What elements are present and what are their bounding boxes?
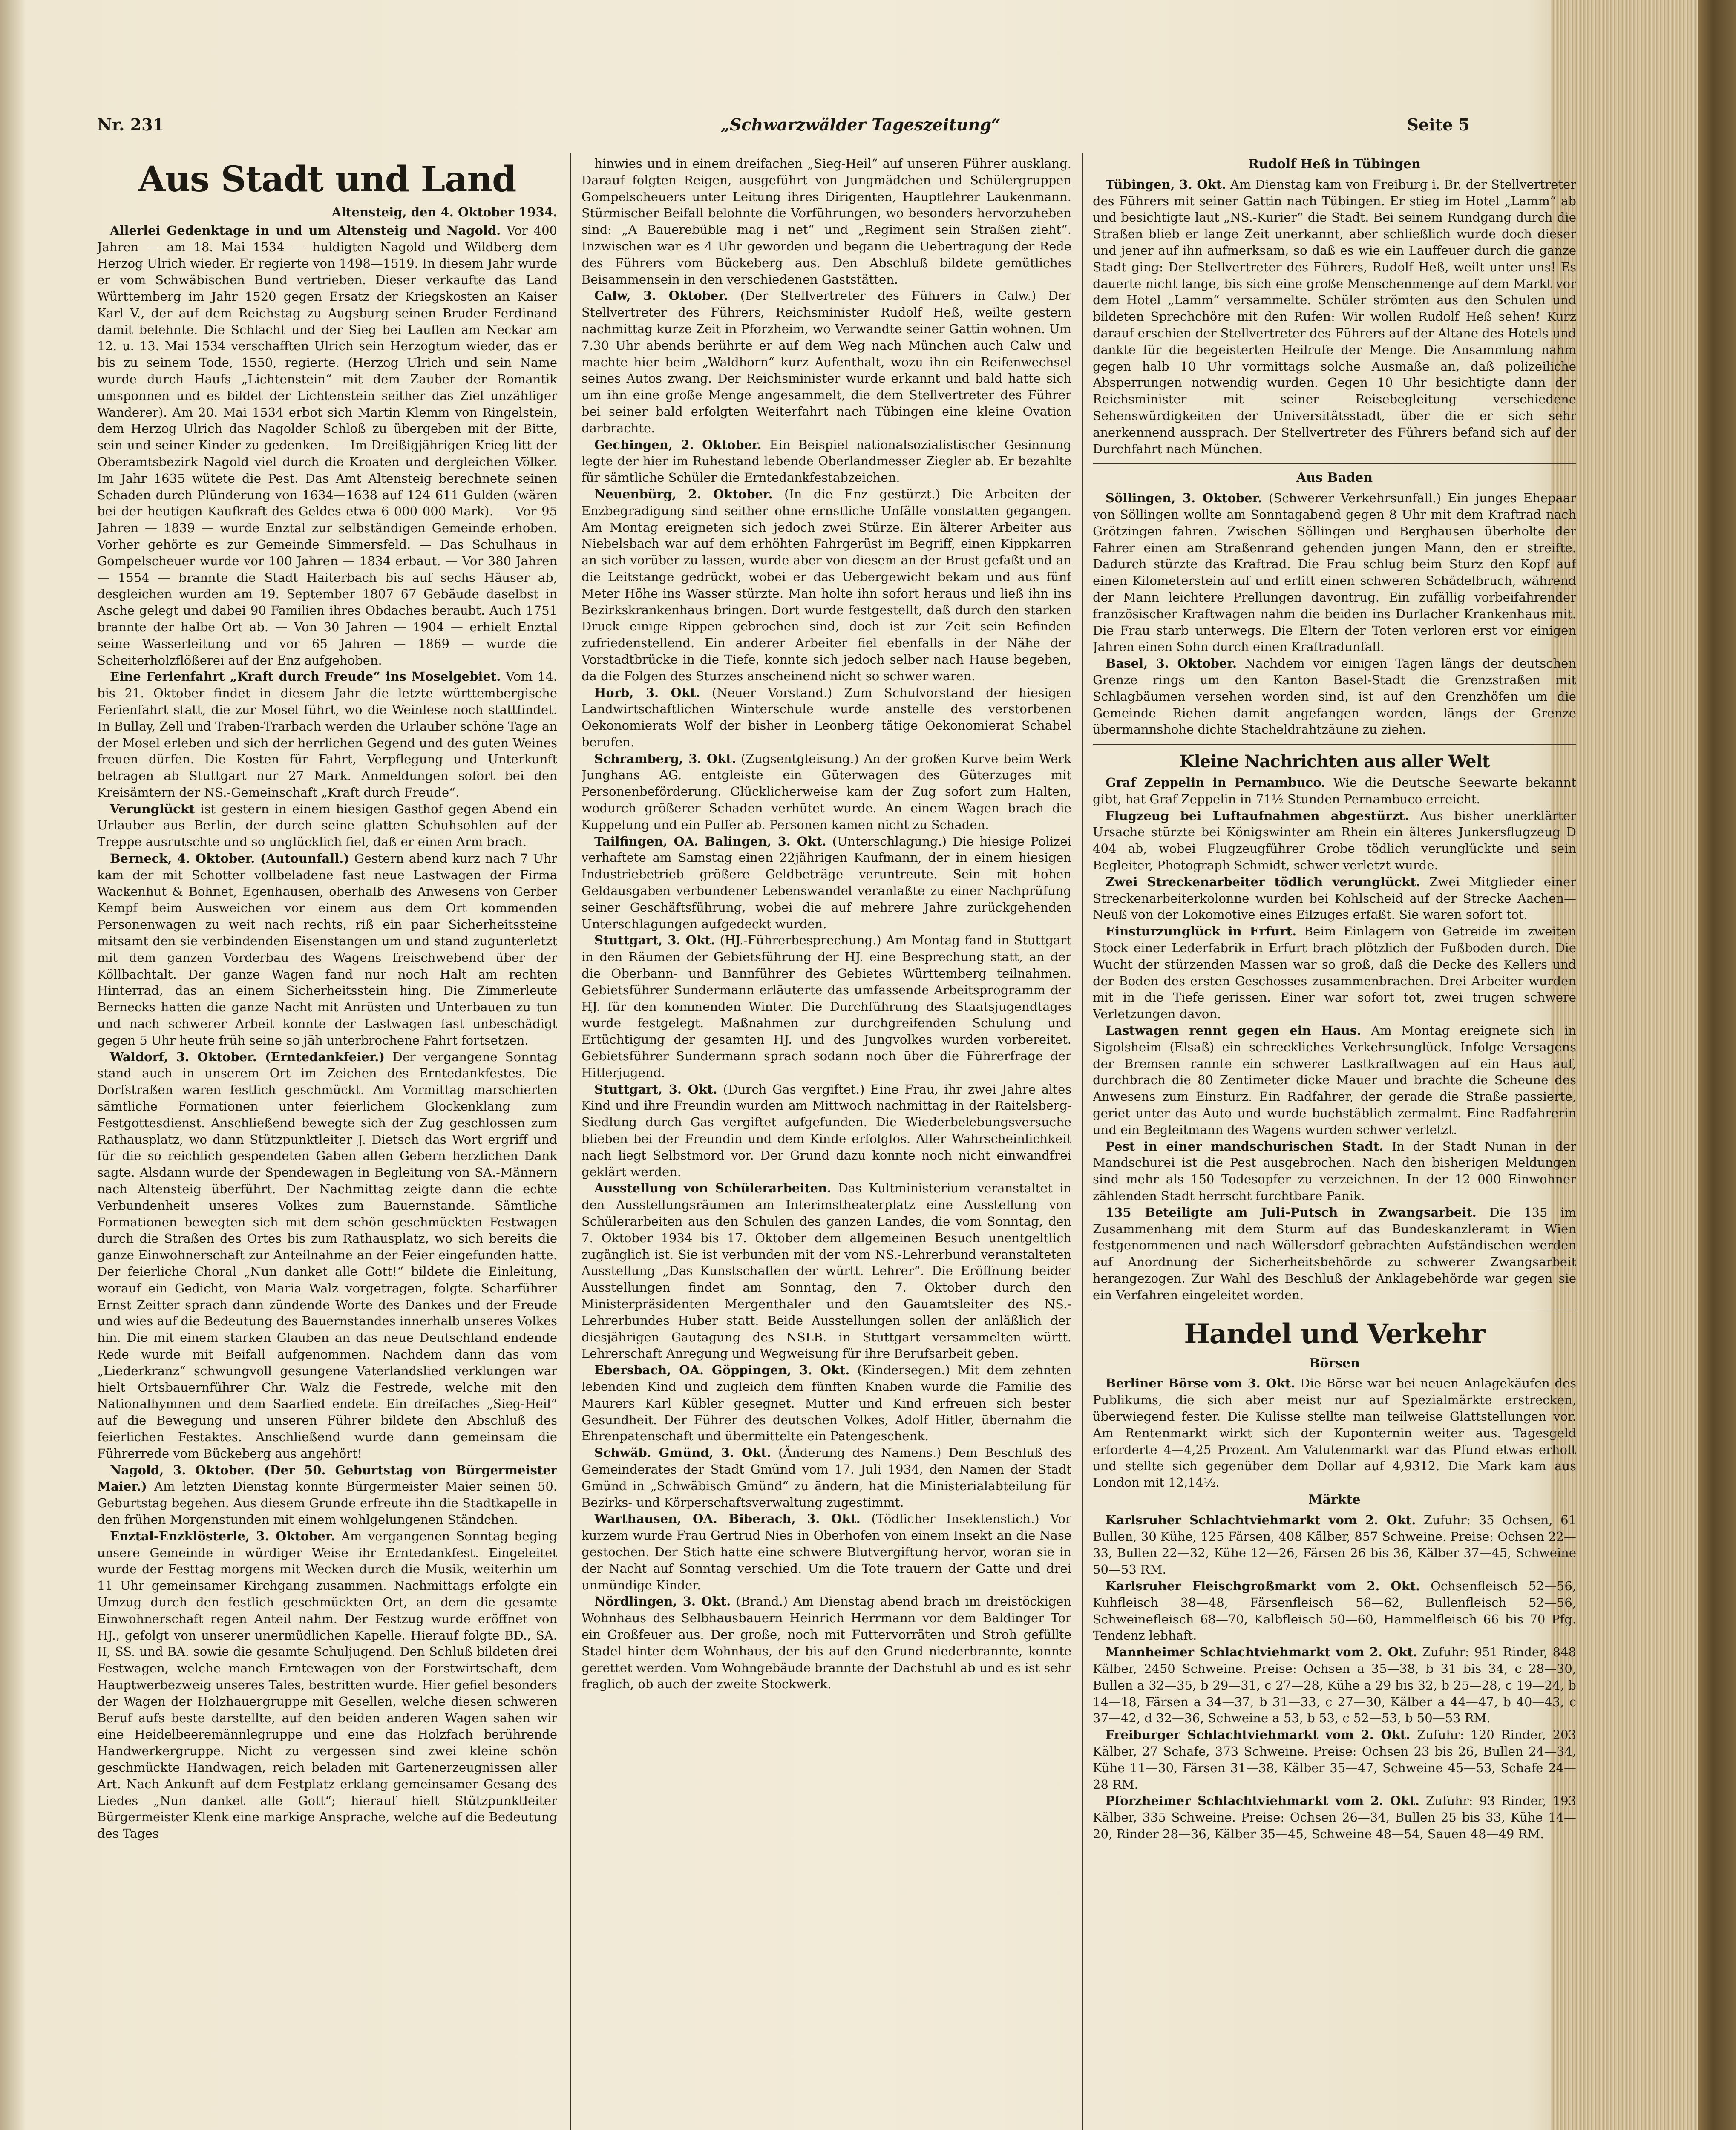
article-paragraph — [97, 1462, 557, 1528]
heading-handel-und-verkehr: Handel und Verkehr — [1184, 1318, 1485, 1350]
column-3-articles-1 — [1093, 176, 1576, 458]
article-paragraph — [1093, 808, 1576, 874]
column-2-articles — [582, 155, 1071, 1692]
column-3-articles-2 — [1093, 490, 1576, 738]
heading-kleine-nachrichten: Kleine Nachrichten aus aller Welt — [1179, 751, 1490, 772]
column-rule-1 — [570, 153, 571, 2130]
article-text: Nachdem vor einigen Tagen längs der deutschen Grenze rings um den Kanton Basel-Stadt die Grenzstraßen mit Schlagbäumen versehen worden sind, ist auf den Grenzhöfen um die Gemeinde Riehen damit angefangen worden, längs der Grenze übermannshohe dichte Stacheldrahtzäune zu ziehen. — [1093, 656, 1576, 737]
column-3-articles-3 — [1093, 774, 1576, 1304]
article-text: In der Stadt Nunan in der Mandschurei ist die Pest ausgebrochen. Nach den bisherigen Meldungen sind mehr als 150 Todesopfer zu verzeichnen. In der 12 000 Einwohner zählenden Stadt herrscht furchtbare Panik. — [1093, 1139, 1576, 1203]
article-text: Beim Einlagern von Getreide im zweiten Stock einer Lederfabrik in Erfurt brach plötzlich der Fußboden durch. Die Wucht der stürzenden Massen war so groß, daß die Decke des Kellers und der Boden des ersten Geschosses zusammenbrachen. Drei Arbeiter wurden mit in die Tiefe gerissen. Einer war sofort tot, zwei trugen schwere Verletzungen davon. — [1093, 924, 1576, 1022]
heading-rudolf-hess: Rudolf Heß in Tübingen — [1248, 157, 1421, 172]
article-title: Waldorf, 3. Oktober. (Erntedankfeier.) — [110, 1049, 385, 1064]
article-paragraph — [1093, 874, 1576, 923]
section-heading-aus-stadt-und-land: Aus Stadt und Land — [138, 159, 516, 200]
article-title: Freiburger Schlachtviehmarkt vom 2. Okt. — [1106, 1727, 1411, 1742]
column-3-articles-4 — [1093, 1375, 1576, 1491]
subheading-boersen: Börsen — [1309, 1356, 1360, 1371]
article-paragraph — [1093, 1022, 1576, 1138]
dateline: Altensteig, den 4. Oktober 1934. — [331, 205, 557, 219]
article-text: (Schwerer Verkehrsunfall.) Ein junges Ehepaar von Söllingen wollte am Sonntagabend gegen 8 Uhr mit dem Kraftrad nach Grötzingen fahren. Zwischen Söllingen und Berghausen überholte der Fahrer einen am Straßenrand gehenden jungen Mann, den er streifte. Dadurch stürzte das Kraftrad. Die Frau schlug beim Sturz den Kopf auf einen Kilometerstein auf und erlitt einen schweren Schädelbruch, während der Mann leichtere Prellungen davontrug. Ein zufällig vorbeifahrender französischer Kraftwagen nahm die beiden ins Durlacher Krankenhaus mit. Die Frau starb unterwegs. Die Eltern der Toten verloren erst vor einigen Jahren einen Sohn durch einen Kraftradunfall. — [1093, 491, 1576, 654]
article-text: (Brand.) Am Dienstag abend brach im dreistöckigen Wohnhaus des Selbhausbauern Heinrich Herrmann vor dem Baldinger Tor ein Großfeuer aus. Der große, noch mit Futtervorräten und Stroh gefüllte Stadel hinter dem Wohnhaus, der bis auf den Grund niederbrannte, konnte gerettet werden. Vom Wohngebäude brannte der Dachstuhl ab und es ist sehr fraglich, ob auch der zweite Stockwerk. — [582, 1594, 1071, 1692]
article-paragraph — [97, 801, 557, 850]
article-text: (Unterschlagung.) Die hiesige Polizei verhaftete am Samstag einen 22jährigen Kaufmann, der in einem hiesigen Industriebetrieb größere Geldbeträge veruntreute. Sein mit hohen Geldausgaben verbundener Lebenswandel veranlaßte zu einer Nachprüfung seiner Geschäftsführung, wobei die auf mehrere Jahre zurückgehenden Unterschlagungen aufgedeckt wurden. — [582, 834, 1071, 931]
article-title: Karlsruher Schlachtviehmarkt vom 2. Okt. — [1106, 1512, 1416, 1527]
article-text: (Tödlicher Insektenstich.) Vor kurzem wurde Frau Gertrud Nies in Oberhofen von einem Insekt an die Nase gestochen. Der Stich hatte eine schwere Blutvergiftung hervor, woran sie in der Nacht auf Sonntag verschied. Um die Tote trauern der Gatte und drei unmündige Kinder. — [582, 1511, 1071, 1592]
article-title: Lastwagen rennt gegen ein Haus. — [1106, 1023, 1362, 1038]
article-title: Schwäb. Gmünd, 3. Okt. — [594, 1445, 771, 1460]
newspaper-page — [81, 115, 1576, 2130]
article-text: Vor 400 Jahren — am 18. Mai 1534 — huldigten Nagold und Wildberg dem Herzog Ulrich wieder. Er regierte von 1498—1519. In diesem Jahr wurde er vom Schwäbischen Bund vertrieben. Dieser verkaufte das Land Württemberg im Jahr 1520 gegen Ersatz der Kriegskosten an Kaiser Karl V., der auf dem Reichstag zu Augsburg seinen Bruder Ferdinand damit belehnte. Die Schlacht und der Sieg bei Lauffen am Neckar am 12. u. 13. Mai 1534 verschafften Ulrich sein Herzogtum wieder, das er bis zu seinem Tode, 1550, regierte. (Herzog Ulrich und sein Name wurde durch Haufs „Lichtenstein“ mit dem Zauber der Romantik umsponnen und es bildet der Lichtenstein seither das Ziel unzähliger Wanderer). Am 20. Mai 1534 erbot sich Martin Klemm von Ringelstein, dem Herzog Ulrich das Nagolder Schloß zu übergeben mit der Bitte, sein und seiner Kinder zu gedenken. — Im Dreißigjährigen Krieg litt der Oberamtsbezirk Nagold viel durch die Kroaten und dergleichen Völker. Im Jahr 1635 wütete die Pest. Das Amt Altensteig berechnete seinen Schaden durch Plünderung von 1634—1638 auf 124 611 Gulden (wären bei der heutigen Kaufkraft des Geldes etwa 6 000 000 Mark). — Vor 95 Jahren — 1839 — wurde Enztal zur selbständigen Gemeinde erhoben. Vorher gehörte es zur Gemeinde Simmersfeld. — Das Schulhaus in Gompelscheuer wurde vor 100 Jahren — 1834 erbaut. — Vor 380 Jahren — 1554 — brannte die Stadt Haiterbach bis auf sechs Häuser ab, desgleichen wurden am 19. September 1807 67 Gebäude daselbst in Asche gelegt und dabei 90 Familien ihres Obdaches beraubt. Auch 1751 brannte der halbe Ort ab. — Von 30 Jahren — 1904 — erhielt Enztal seine Wasserleitung und vor 65 Jahren — 1869 — wurde die Scheiterholzflößerei auf der Enz aufgehoben. — [97, 223, 557, 668]
article-title: Berliner Börse vom 3. Okt. — [1106, 1376, 1296, 1391]
article-text: Am vergangenen Sonntag beging unsere Gemeinde in würdiger Weise ihr Erntedankfest. Eingeleitet wurde der Festtag morgens mit Wecken durch die Musik, weiterhin um 11 Uhr gemeinsamer Kirchgang zusammen. Nachmittags erfolgte ein Umzug durch den festlich geschmückten Ort, an dem die gesamte Einwohnerschaft regen Anteil nahm. Der Festzug wurde eröffnet von HJ., gefolgt von unserer unermüdlichen Kapelle. Hierauf folgte BD., SA. II, SS. und BA. sowie die gesamte Schuljugend. Den Schluß bildeten drei Festwagen, welche manch Erntewagen von der Forstwirtschaft, dem Hauptwerbezweig unseres Tales, bestritten wurde. Hier gefiel besonders der Wagen der Holzhauergruppe mit Gesellen, welche diesen schweren Beruf aufs beste darstellte, auf den beiden anderen Wagen sahen wir eine Heidelbeeremännlegruppe und eine das Holzfach berührende Handwerkergruppe. Nicht zu vergessen sind zwei kleine schön geschmückte Handwagen, reich beladen mit Gartenerzeugnissen aller Art. Nach Ankunft auf dem Festplatz erklang gemeinsamer Gesang des Liedes „Nun danket alle Gott“; hierauf hielt Stützpunktleiter Bürgermeister Klenk eine markige Ansprache, welche auf die Bedeutung des Tages — [97, 1528, 557, 1841]
article-title: Zwei Streckenarbeiter tödlich verunglückt. — [1106, 874, 1420, 889]
article-text: (Änderung des Namens.) Dem Beschluß des Gemeinderates der Stadt Gmünd vom 17. Juli 1934, den Namen der Stadt Gmünd in „Schwäbisch Gmünd“ zu ändern, hat die Ministerialabteilung für Bezirks- und Körperschaftsverwaltung zugestimmt. — [582, 1445, 1071, 1510]
article-paragraph — [582, 1362, 1071, 1445]
article-text: Die Börse war bei neuen Anlagekäufen des Publikums, die sich aber meist nur auf Spezialmärkte erstrecken, überwiegend fester. Die Kulisse stellte man teilweise Glattstellungen vor. Am Rentenmarkt wirkt sich der Kuponternin weiter aus. Tagesgeld erforderte 4—4,25 Prozent. Am Valutenmarkt war das Pfund etwas erholt und stellte sich gegenüber dem Dollar auf 4,9312. Die Mark kam aus London mit 12,14½. — [1093, 1376, 1576, 1490]
article-paragraph — [1093, 1727, 1576, 1793]
article-text: Zufuhr: 35 Ochsen, 61 Bullen, 30 Kühe, 125 Färsen, 408 Kälber, 857 Schweine. Preise: Ochsen 22—33, Bullen 22—32, Kühe 12—26, Färsen 26 bis 36, Kälber 37—45, Schweine 50—53 RM. — [1093, 1512, 1576, 1577]
article-title: Mannheimer Schlachtviehmarkt vom 2. Okt. — [1106, 1645, 1417, 1660]
article-title: Verunglückt — [110, 801, 195, 816]
article-paragraph — [1093, 1578, 1576, 1644]
article-paragraph — [97, 1528, 557, 1842]
article-text: Die 135 im Zusammenhang mit dem Sturm auf das Bundeskanzleramt in Wien festgenommenen und nach Wöllersdorf gebrachten Aufständischen werden auf Anordnung der Sicherheitsbehörde zu schwerer Zwangsarbeit herangezogen. Zur Wahl des Beschluß der Anklagebehörde war gegen sie ein Verfahren eingeleitet worden. — [1093, 1205, 1576, 1302]
article-title: Enztal-Enzklösterle, 3. Oktober. — [110, 1528, 335, 1543]
article-paragraph — [1093, 176, 1576, 458]
article-paragraph — [582, 1593, 1071, 1692]
article-paragraph — [1093, 1793, 1576, 1842]
article-title: 135 Beteiligte am Juli-Putsch in Zwangsarbeit. — [1106, 1205, 1477, 1220]
article-paragraph — [97, 668, 557, 800]
article-paragraph — [1093, 1644, 1576, 1727]
article-paragraph — [582, 1081, 1071, 1180]
article-paragraph — [97, 222, 557, 669]
article-title: Basel, 3. Oktober. — [1106, 656, 1237, 671]
column-3-articles-5 — [1093, 1512, 1576, 1842]
article-title: Söllingen, 3. Oktober. — [1106, 491, 1262, 506]
article-title: Ebersbach, OA. Göppingen, 3. Okt. — [594, 1363, 850, 1378]
article-text: (Neuer Vorstand.) Zum Schulvorstand der hiesigen Landwirtschaftlichen Winterschule wurde anstelle des verstorbenen Oekonomierats Wolf der bisher in Leonberg tätige Oekonomierat Schabel berufen. — [582, 685, 1071, 749]
article-paragraph — [1093, 1138, 1576, 1204]
column-2 — [582, 155, 1071, 2130]
article-paragraph — [1093, 774, 1576, 808]
article-paragraph — [582, 1445, 1071, 1511]
article-text: Zufuhr: 120 Rinder, 203 Kälber, 27 Schafe, 373 Schweine. Preise: Ochsen 23 bis 26, Bullen 24—34, Kühe 11—30, Färsen 31—38, Kälber 35—47, Schweine 45—53, Schafe 24—28 RM. — [1093, 1727, 1576, 1792]
article-title: Stuttgart, 3. Okt. — [594, 933, 715, 948]
article-title: Einsturzunglück in Erfurt. — [1106, 924, 1297, 939]
column-1 — [97, 155, 557, 2130]
article-text: Am letzten Dienstag konnte Bürgermeister Maier seinen 50. Geburtstag begehen. Aus diesem Grunde erfreute ihn die Stadtkapelle in den frühen Morgenstunden mit einem wohlgelungenen Ständchen. — [97, 1479, 557, 1527]
column-rule-2 — [1082, 153, 1083, 2130]
newspaper-title: „Schwarzwälder Tageszeitung“ — [720, 115, 1001, 134]
article-paragraph — [1093, 1512, 1576, 1578]
article-paragraph — [582, 833, 1071, 933]
article-paragraph — [1093, 1375, 1576, 1491]
article-text: Zufuhr: 951 Rinder, 848 Kälber, 2450 Schweine. Preise: Ochsen a 35—38, b 31 bis 34, c 28—30, Bullen a 32—35, b 29—31, c 27—28, Kühe a 29 bis 32, b 25—28, c 19—24, b 14—18, Färsen a 34—37, b 31—33, c 27—30, Kälber a 44—47, b 40—43, c 37—42, d 32—36, Schweine a 53, b 53, c 52—53, b 50—53 RM. — [1093, 1645, 1576, 1726]
article-title: Schramberg, 3. Okt. — [594, 751, 736, 766]
article-text: hinwies und in einem dreifachen „Sieg-Heil“ auf unseren Führer ausklang. Darauf folgten Reigen, ausgeführt von Jungmädchen und Schülergruppen Gompelscheuers unter Leitung ihres Dirigenten, Hauptlehrer Laukenmann. Stürmischer Beifall belohnte die Vorführungen, wo besonders hervorzuheben sind: „A Bauerebüble mag i net“ und „Regiment sein Straßen zieht“. Inzwischen war es 4 Uhr geworden und begann die Uebertragung der Rede des Führers vom Bückeberg aus. Den Abschluß bildete gemütliches Beisammensein in den verschiedenen Gaststätten. — [582, 156, 1071, 287]
article-paragraph — [582, 486, 1071, 685]
article-text: Am Dienstag kam von Freiburg i. Br. der Stellvertreter des Führers mit seiner Gattin nach Tübingen. Er stieg im Hotel „Lamm“ ab und besichtigte laut „NS.-Kurier“ die Stadt. Bei seinem Rundgang durch die Straßen blieb er lange Zeit unerkannt, aber schließlich wurde doch dieser und jener auf ihn aufmerksam, so daß es wie ein Lauffeuer durch die ganze Stadt ging: Der Stellvertreter des Führers, Rudolf Heß, weilt unter uns! Es dauerte nicht lange, bis sich eine große Menschenmenge auf dem Markt vor dem Hotel „Lamm“ versammelte. Schüler strömten aus den Schulen und bildeten Sprechchöre mit den Rufen: Wir wollen Rudolf Heß sehen! Kurz darauf erschien der Stellvertreter des Führers auf der Altane des Hotels und dankte für die begeisterten Heilrufe der Menge. Die Ansammlung nahm gegen halb 10 Uhr vormittags solche Ausmaße an, daß polizeiliche Absperrungen notwendig wurden. Gegen 10 Uhr besichtigte dann der Reichsminister mit seiner Reisebegleitung verschiedene Sehenswürdigkeiten der Universitätsstadt, über die er sich sehr anerkennend aussprach. Der Stellvertreter des Führers befand sich auf der Durchfahrt nach München. — [1093, 177, 1576, 456]
article-title: Tübingen, 3. Okt. — [1106, 177, 1226, 192]
article-title: Nagold, 3. Oktober. (Der 50. Geburtstag von Bürgermeister Maier.) — [97, 1462, 557, 1494]
article-text: Gestern abend kurz nach 7 Uhr kam der mit Schotter vollbeladene fast neue Lastwagen der Firma Wackenhut & Bohnet, Egenhausen, oberhalb des Anwesens von Gerber Kempf beim Ausweichen vor einem aus dem Ort kommenden Personenwagen zu weit nach rechts, riß ein paar Sicherheitssteine mitsamt den sie verbindenden Eisenstangen um und stand zugunterletzt mit dem ganzen Vorderbau des Wagens freischwebend über der Köllbachtalt. Der ganze Wagen fand nur noch Halt am rechten Hinterrad, das an einem Sicherheitsstein hing. Die Zimmerleute Bernecks hatten die ganze Nacht mit Anrüsten und Unterbauen zu tun und nach schwerer Arbeit konnte der Lastwagen fast unbeschädigt gegen 5 Uhr heute früh seine so jäh unterbrochene Fahrt fortsetzen. — [97, 851, 557, 1048]
article-paragraph — [582, 751, 1071, 833]
article-paragraph — [1093, 923, 1576, 1022]
article-title: Graf Zeppelin in Pernambuco. — [1106, 775, 1326, 790]
article-title: Allerlei Gedenktage in und um Altensteig und Nagold. — [110, 223, 501, 238]
article-paragraph — [582, 288, 1071, 436]
book-cover-edge — [1698, 0, 1736, 2130]
article-title: Warthausen, OA. Biberach, 3. Okt. — [594, 1511, 861, 1526]
article-text: Wie die Deutsche Seewarte bekannt gibt, hat Graf Zeppelin in 71½ Stunden Pernambuco erreicht. — [1093, 775, 1576, 806]
article-title: Pest in einer mandschurischen Stadt. — [1106, 1139, 1384, 1154]
article-title: Karlsruher Fleischgroßmarkt vom 2. Okt. — [1106, 1578, 1420, 1593]
divider-1 — [1093, 463, 1576, 464]
article-text: (Zugsentgleisung.) An der großen Kurve beim Werk Junghans AG. entgleiste ein Güterwagen des Güterzuges mit Personenbeförderung. Glücklicherweise kam der Zug sofort zum Halten, wodurch größerer Schaden verhütet wurde. An einem Wagen brach die Kuppelung und ein Puffer ab. Personen kamen nicht zu Schaden. — [582, 751, 1071, 832]
subheading-maerkte: Märkte — [1308, 1492, 1361, 1507]
article-title: Flugzeug bei Luftaufnahmen abgestürzt. — [1106, 808, 1409, 823]
article-title: Horb, 3. Okt. — [594, 685, 700, 700]
article-paragraph — [582, 1180, 1071, 1362]
article-text: Der vergangene Sonntag stand auch in unserem Ort im Zeichen des Erntedankfestes. Die Dorfstraßen waren festlich geschmückt. Am Vormittag marschierten sämtliche Formationen unter feierlichem Glockenklang zum Festgottesdienst. Anschließend bewegte sich der Zug geschlossen zum Rathausplatz, wo dann Stützpunktleiter J. Dietsch das Wort ergriff und für die so reichlich gespendeten Gaben allen Gebern herzlichen Dank sagte. Alsdann wurde der Spendewagen in Begleitung von SA.-Männern nach Altensteig überführt. Der Nachmittag zeigte dann die echte Verbundenheit unseres Volkes zum Bauernstande. Sämtliche Formationen bewegten sich mit dem schön geschmückten Festwagen durch die Straßen des Ortes bis zum Rathausplatz, wo sich bereits die ganze Einwohnerschaft zur Anteilnahme an der Feier eingefunden hatte. Der feierliche Choral „Nun danket alle Gott!“ bildete die Einleitung, worauf ein Gedicht, von Maria Walz vorgetragen, folgte. Scharführer Ernst Zeitter sprach dann zündende Worte des Dankes und der Freude und wies auf die Bedeutung des Bauernstandes innerhalb unseres Volkes hin. Die mit einem starken Glauben an das neue Deutschland endende Rede wurde mit Beifall aufgenommen. Nachdem dann das vom „Liederkranz“ schwungvoll gesungene Vaterlandslied verklungen war hielt Ortsbauernführer Chr. Walz die Festrede, welche mit den Nationalhymnen und dem Saarlied endete. Ein dreifaches „Sieg-Heil“ auf die Bewegung und unseren Führer bildete den Abschluß des feierlichen Festaktes. Anschließend wurde dann gemeinsam die Führerrede vom Bückeberg aus angehört! — [97, 1049, 557, 1461]
article-paragraph — [582, 155, 1071, 288]
heading-aus-baden: Aus Baden — [1296, 470, 1373, 486]
article-paragraph — [97, 850, 557, 1049]
article-title: Calw, 3. Oktober. — [594, 288, 728, 303]
article-text: (Durch Gas vergiftet.) Eine Frau, ihr zwei Jahre altes Kind und ihre Freundin wurden am Mittwoch nachmittag in der Raitelsberg-Siedlung durch Gas vergiftet aufgefunden. Die Wiederbelebungsversuche blieben bei der Freundin und dem Kinde erfolglos. Aller Wahrscheinlichkeit nach liegt Selbstmord vor. Der Grund dazu konnte noch nicht einwandfrei geklärt werden. — [582, 1082, 1071, 1179]
article-text: Am Montag ereignete sich in Sigolsheim (Elsaß) ein schreckliches Verkehrsunglück. Infolge Versagens der Bremsen rannte ein schwerer Lastkraftwagen auf ein Haus auf, durchbrach die 80 Zentimeter dicke Mauer und brachte die Scheune des Anwesens zum Einsturz. Ein Radfahrer, der gerade die Straße passierte, geriet unter das Auto und wurde buchstäblich zermalmt. Eine Radfahrerin und ein Begleitmann des Wagens wurden schwer verletzt. — [1093, 1023, 1576, 1137]
article-title: Eine Ferienfahrt „Kraft durch Freude“ ins Moselgebiet. — [110, 669, 501, 684]
article-title: Gechingen, 2. Oktober. — [594, 437, 762, 452]
article-text: Ein Beispiel nationalsozialistischer Gesinnung legte der hier im Ruhestand lebende Oberlandmesser Ziegler ab. Er bezahlte für sämtliche Schüler die Erntedankfestabzeichen. — [582, 437, 1071, 485]
article-paragraph — [582, 437, 1071, 486]
column-1-articles — [97, 222, 557, 1842]
article-text: Vom 14. bis 21. Oktober findet in diesem Jahr die letzte württembergische Ferienfahrt statt, die zur Mosel führt, wo die Weinlese noch stattfindet. In Bullay, Zell und Traben-Trarbach werden die Urlauber schöne Tage an der Mosel erleben und sich der herrlichen Gegend und des guten Weines freuen dürfen. Die Kosten für Fahrt, Verpflegung und Unterkunft betragen ab Stuttgart nur 27 Mark. Anmeldungen sofort bei den Kreisämtern der NS.-Gemeinschaft „Kraft durch Freude“. — [97, 669, 557, 800]
article-text: (Der Stellvertreter des Führers in Calw.) Der Stellvertreter des Führers, Reichsminister Rudolf Heß, weilte gestern nachmittag kurze Zeit in Pforzheim, wo Verwandte seiner Gattin wohnen. Um 7.30 Uhr abends berührte er auf dem Weg nach München auch Calw und machte hier beim „Waldhorn“ kurz Aufenthalt, wozu ihn ein Reifenwechsel seines Autos zwang. Der Reichsminister wurde erkannt und bald hatte sich um ihn eine große Menge angesammelt, die dem Stellvertreter des Führer bei seiner bald erfolgten Weiterfahrt nach Tübingen eine kleine Ovation darbrachte. — [582, 288, 1071, 435]
article-paragraph — [97, 1049, 557, 1462]
article-text: (HJ.-Führerbesprechung.) Am Montag fand in Stuttgart in den Räumen der Gebietsführung der HJ. eine Besprechung statt, an der die Oberbann- und Bannführer des Gebietes Württemberg teilnahmen. Gebietsführer Sundermann erläuterte das umfassende Arbeitsprogramm der HJ. für den kommenden Winter. Die Durchführung des Staatsjugendtages wurde festgelegt. Maßnahmen zur durchgreifenden Schulung und Ertüchtigung der gesamten HJ. und des Jungvolkes wurden vorbereitet. Gebietsführer Sundermann sprach sodann noch über die Führerfrage der Hitlerjugend. — [582, 933, 1071, 1080]
divider-2 — [1093, 744, 1576, 745]
column-3 — [1093, 155, 1576, 2130]
article-title: Berneck, 4. Oktober. (Autounfall.) — [110, 851, 350, 866]
article-paragraph — [582, 1511, 1071, 1593]
article-paragraph — [1093, 1204, 1576, 1304]
page-number: Seite 5 — [1407, 115, 1470, 134]
article-paragraph — [1093, 655, 1576, 738]
article-text: (In die Enz gestürzt.) Die Arbeiten der Enzbegradigung sind seither ohne ernstliche Unfälle vonstatten gegangen. Am Montag ereigneten sich jedoch zwei Stürze. Ein älterer Arbeiter aus Niebelsbach war auf dem erhöhten Fahrgerüst im Begriff, einen Kippkarren an sich vorüber zu lassen, wurde aber von diesem an der Brust gefaßt und an die Leitstange gedrückt, wobei er das Uebergewicht bekam und aus fünf Meter Höhe ins Wasser stürzte. Man holte ihn sofort heraus und ließ ihn ins Bezirkskrankenhaus bringen. Dort wurde festgestellt, daß durch den starken Druck einige Rippen gebrochen sind, doch ist zur Zeit sein Befinden zufriedenstellend. Ein anderer Arbeiter fiel ebenfalls in der Nähe der Vorstadtbrücke in die Tiefe, konnte sich jedoch selber nach Hause begeben, da die Folgen des Sturzes anscheinend nicht so schwer waren. — [582, 486, 1071, 683]
article-paragraph — [1093, 490, 1576, 655]
article-title: Neuenbürg, 2. Oktober. — [594, 486, 773, 501]
article-title: Pforzheimer Schlachtviehmarkt vom 2. Okt. — [1106, 1793, 1419, 1808]
issue-number: Nr. 231 — [97, 115, 164, 134]
article-text: Das Kultministerium veranstaltet in den Ausstellungsräumen am Interimstheaterplatz eine Ausstellung von Schülerarbeiten aus den Schulen des ganzen Landes, die vom Sonntag, den 7. Oktober 1934 bis 17. Oktober dem allgemeinen Besuch unentgeltlich zugänglich ist. Sie ist verbunden mit der vom NS.-Lehrerbund veranstalteten Ausstellung „Das Kunstschaffen der württ. Lehrer“. Die Eröffnung beider Ausstellungen findet am Sonntag, den 7. Oktober durch den Ministerpräsidenten Mergenthaler und den Gauamtsleiter des NS.-Lehrerbundes Huber statt. Beide Ausstellungen sollen der anläßlich der diesjährigen Gautagung des NSLB. in Stuttgart versammelten württ. Lehrerschaft Anregung und Wegweisung für ihre Berufsarbeit geben. — [582, 1181, 1071, 1361]
book-binding-shadow — [0, 0, 26, 2130]
article-text: (Kindersegen.) Mit dem zehnten lebenden Kind und zugleich dem fünften Knaben wurde die Familie des Maurers Karl Kübler gesegnet. Mutter und Kind erfreuen sich bester Gesundheit. Der Führer des deutschen Volkes, Adolf Hitler, übernahm die Ehrenpatenschaft und übermittelte ein Patengeschenk. — [582, 1363, 1071, 1444]
article-title: Stuttgart, 3. Okt. — [594, 1082, 717, 1097]
article-title: Ausstellung von Schülerarbeiten. — [594, 1181, 832, 1196]
article-paragraph — [582, 685, 1071, 751]
article-text: ist gestern in einem hiesigen Gasthof gegen Abend ein Urlauber aus Berlin, der durch seine glatten Schuhsohlen auf der Treppe ausrutschte und so unglücklich fiel, daß er einen Arm brach. — [97, 801, 557, 849]
article-text: Zwei Mitglieder einer Streckenarbeiterkolonne wurden bei Kohlscheid auf der Strecke Aachen—Neuß von der Lokomotive eines Eilzuges erfaßt. Sie waren sofort tot. — [1093, 874, 1576, 922]
article-title: Nördlingen, 3. Okt. — [594, 1594, 731, 1609]
article-text: Ochsenfleisch 52—56, Kuhfleisch 38—48, Färsenfleisch 56—62, Bullenfleisch 52—56, Schweinefleisch 68—70, Kalbfleisch 50—60, Hammelfleisch 66 bis 70 Pfg. Tendenz lebhaft. — [1093, 1578, 1576, 1643]
article-paragraph — [582, 932, 1071, 1081]
article-text: Zufuhr: 93 Rinder, 193 Kälber, 335 Schweine. Preise: Ochsen 26—34, Bullen 25 bis 33, Kühe 14—20, Rinder 28—36, Kälber 35—45, Schweine 48—54, Sauen 48—49 RM. — [1093, 1793, 1576, 1841]
article-title: Tailfingen, OA. Balingen, 3. Okt. — [594, 834, 826, 849]
article-text: Aus bisher unerklärter Ursache stürzte bei Königswinter am Rhein ein älteres Junkersflugzeug D 404 ab, wobei Flugzeugführer Grobe tödlich verunglückte und sein Begleiter, Photograph Schmidt, schwer verletzt wurde. — [1093, 808, 1576, 873]
